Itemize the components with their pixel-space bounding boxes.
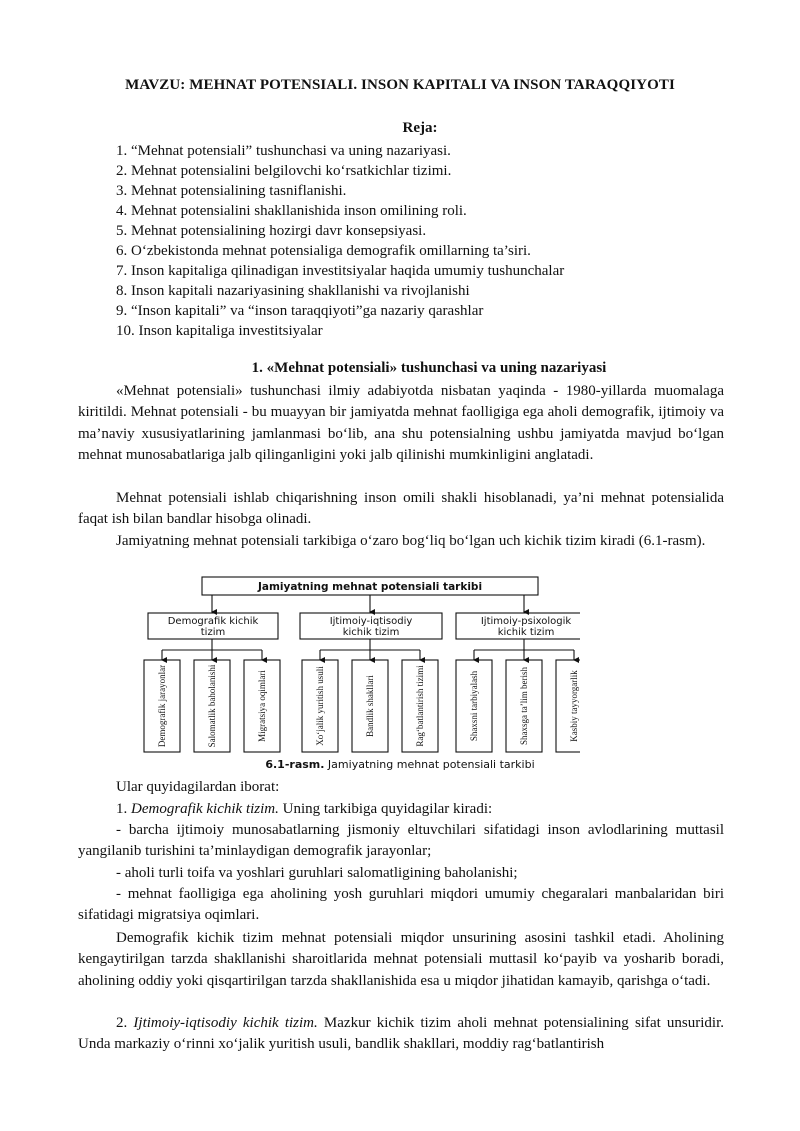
diagram-item-label: Bandlik shakllari [365, 675, 375, 737]
diagram-item-label: Shaxsni tarbiyalash [469, 670, 479, 742]
plan-item: 3. Mehnat potensialining tasniflanishi. [116, 183, 347, 199]
diagram-item-label: Migratsiya oqimlari [257, 670, 267, 742]
diagram-item-label: Salomatlik baholanishi [207, 664, 217, 748]
diagram-item-label: Ragʻbatlantirish tizimi [415, 665, 425, 747]
plan-item: 8. Inson kapitali nazariyasining shakllanishi va rivojlanishi [116, 283, 470, 299]
diagram-item-label: Xoʻjalik yuritish usuli [315, 666, 325, 746]
diagram-group-label: kichik tizim [342, 627, 400, 638]
plan-item: 7. Inson kapitaliga qilinadigan investitsiyalar haqida umumiy tushunchalar [116, 263, 565, 279]
plan-item: 1. “Mehnat potensiali” tushunchasi va uning nazariyasi. [116, 143, 451, 159]
subsystem-name: Demografik kichik tizim. [131, 801, 279, 817]
plan-heading: Reja: [402, 120, 438, 136]
paragraph-text: Uning tarkibiga quyidagilar kiradi: [278, 801, 493, 817]
paragraph: Mehnat potensiali ishlab chiqarishning inson omili shakli hisoblanadi, ya’ni mehnat potensialida faqat ish bilan bandlar hisobga olinadi. [78, 490, 724, 528]
page-title: MAVZU: MEHNAT POTENSIALI. INSON KAPITALI VA INSON TARAQQIYOTI [125, 77, 675, 93]
plan-list [116, 141, 564, 341]
diagram-group-label: Ijtimoiy-iqtisodiy [329, 616, 413, 627]
section-heading: 1. «Mehnat potensiali» tushunchasi va uning nazariyasi [251, 360, 607, 376]
paragraph: - mehnat faolligiga ega aholining yosh guruhlari miqdori umumiy chegaralari manbalaridan biri sifatidagi migratsiya oqimlari. [78, 886, 724, 924]
plan-item: 9. “Inson kapitali” va “inson taraqqiyoti”ga nazariy qarashlar [116, 303, 484, 319]
plan-item: 4. Mehnat potensialini shakllanishida inson omilining roli. [116, 203, 467, 219]
diagram-group-label: Ijtimoiy-psixologik [480, 616, 572, 627]
paragraph: - barcha ijtimoiy munosabatlarning jismoniy eltuvchilari sifatidagi inson avlodlarining muttasil yangilanib turishini ta’minlaydigan demografik jarayonlar; [78, 822, 724, 860]
structure-diagram [140, 574, 580, 774]
paragraph [78, 1013, 724, 1056]
plan-item: 10. Inson kapitaliga investitsiyalar [116, 323, 323, 339]
diagram-svg [140, 574, 580, 774]
paragraph: Jamiyatning mehnat potensiali tarkibiga oʻzaro bogʻliq boʻlgan uch kichik tizim kiradi (6.1-rasm). [116, 533, 706, 549]
plan-item: 5. Mehnat potensialining hozirgi davr konsepsiyasi. [116, 223, 427, 239]
caption-number: 6.1-rasm. [265, 758, 325, 771]
diagram-item-label: Kasbiy tayyorgarlik [569, 670, 579, 742]
paragraph: Demografik kichik tizim mehnat potensiali miqdor unsurining asosini tashkil etadi. Aholining kengaytirilgan tarzda shakllanishi sharoitlarida mehnat potensiali muttasil koʻpayib va yosharib boradi, aholining oddiy yoki qisqartirilgan tarzda shakllanishida esa u miqdor jihatidan kamayib, qarishga oʻtadi. [78, 930, 724, 989]
diagram-group-label: tizim [200, 627, 226, 638]
diagram-group-label: kichik tizim [497, 627, 555, 638]
diagram-top-label: Jamiyatning mehnat potensiali tarkibi [257, 581, 483, 593]
diagram-group-label: Demografik kichik [167, 616, 259, 627]
diagram-item-label: Shaxsga ta’lim berish [519, 667, 529, 745]
paragraph [78, 799, 724, 820]
figure-caption [0, 758, 800, 771]
paragraph: - aholi turli toifa va yoshlari guruhlari salomatligining baholanishi; [116, 865, 518, 881]
caption-text: Jamiyatning mehnat potensiali tarkibi [324, 758, 535, 771]
plan-item: 6. Oʻzbekistonda mehnat potensialiga demografik omillarning ta’siri. [116, 243, 531, 259]
plan-item: 2. Mehnat potensialini belgilovchi koʻrsatkichlar tizimi. [116, 163, 452, 179]
diagram-item-label: Demografik jarayonlar [157, 664, 167, 748]
paragraph-text: Mazkur kichik tizim aholi mehnat potensialining sifat unsuridir. Unda markaziy oʻrinni xoʻjalik yuritish usuli, bandlik shakllari, moddiy ragʻbatlantirish [78, 1015, 725, 1053]
list-number: 1. [116, 801, 131, 817]
paragraph: «Mehnat potensiali» tushunchasi ilmiy adabiyotda nisbatan yaqinda - 1980-yillarda muomalaga kiritildi. Mehnat potensiali - bu muayyan bir jamiyatda mehnat faolligiga ega aholi demografik, ijtimoiy va ma’naviy xususiyatlarining jamlanmasi boʻlib, ana shu potensialning ushbu jamiyatda mavjud boʻlgan mehnat munosabatlariga jalb qilinganligini yoki jalb qilinishi mumkinligini anglatadi. [78, 383, 724, 463]
subsystem-name: Ijtimoiy-iqtisodiy kichik tizim. [133, 1015, 318, 1031]
paragraph: Ular quyidagilardan iborat: [116, 779, 280, 795]
list-number: 2. [116, 1015, 134, 1031]
